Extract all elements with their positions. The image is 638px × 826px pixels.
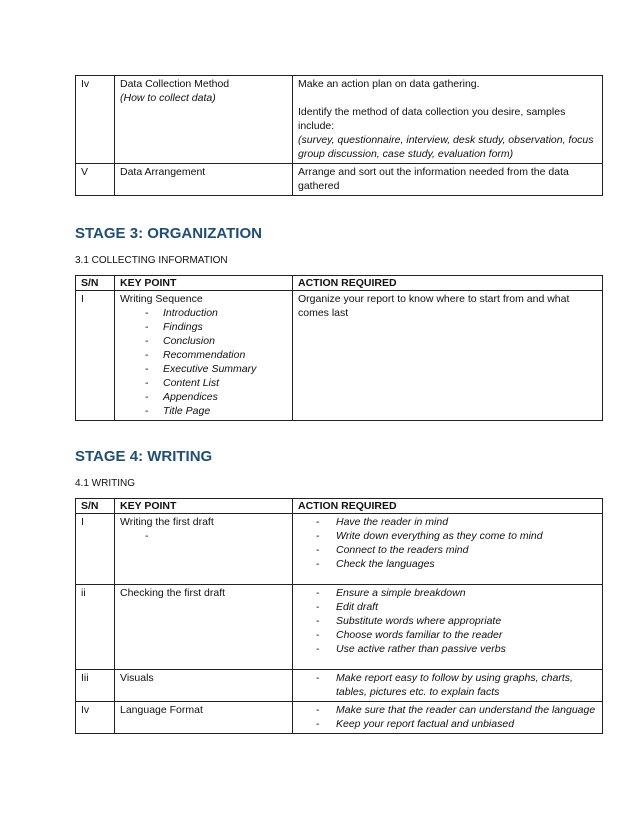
- header-sn: S/N: [76, 276, 115, 291]
- list-item: - Keep your report factual and unbiased: [316, 718, 515, 730]
- key-point-cell: Checking the first draft: [115, 585, 293, 670]
- stage4-subheading: 4.1 WRITING: [75, 478, 136, 489]
- sn-cell: I: [76, 514, 115, 585]
- writing-table: [75, 498, 603, 734]
- list-item: - Use active rather than passive verbs: [316, 643, 506, 655]
- list-item: - Edit draft: [316, 601, 379, 613]
- sn-cell: I: [76, 291, 115, 421]
- header-key-point: KEY POINT: [115, 499, 293, 514]
- list-item: - Make report easy to follow by using graphs, charts, tables, pictures etc. to explain facts: [316, 672, 573, 698]
- action-list: [298, 703, 597, 731]
- data-collection-table: [75, 75, 603, 196]
- table-row: [76, 702, 603, 734]
- action-cell: [293, 514, 603, 585]
- list-item: - Choose words familiar to the reader: [316, 629, 503, 641]
- table-row: [76, 164, 603, 196]
- sn-cell: Iv: [76, 702, 115, 734]
- action-cell: Arrange and sort out the information needed from the data gathered: [293, 164, 603, 196]
- document-page: [75, 75, 603, 734]
- key-point-cell: Data Arrangement: [115, 164, 293, 196]
- key-point-cell: Language Format: [115, 702, 293, 734]
- key-point-cell: [115, 76, 293, 164]
- collecting-information-table: [75, 275, 603, 421]
- action-text: Identify the method of data collection you desire, samples include:: [298, 106, 566, 132]
- action-examples: (survey, questionnaire, interview, desk study, observation, focus group discussion, case study, evaluation form): [298, 134, 594, 160]
- list-item: - Check the languages: [316, 558, 435, 570]
- stage3-subheading: 3.1 COLLECTING INFORMATION: [75, 255, 228, 266]
- stage4-heading: STAGE 4: WRITING: [75, 448, 213, 465]
- sn-cell: Iii: [76, 670, 115, 702]
- table-header-row: [76, 499, 603, 514]
- list-item: - Appendices: [145, 391, 218, 403]
- table-row: [76, 76, 603, 164]
- list-item: - Executive Summary: [145, 363, 257, 375]
- action-text: Make an action plan on data gathering.: [298, 78, 480, 90]
- action-list: [298, 586, 597, 656]
- list-item: - Introduction: [145, 307, 218, 319]
- list-item: - Substitute words where appropriate: [316, 615, 502, 627]
- action-cell: [293, 702, 603, 734]
- table-row: [76, 291, 603, 421]
- list-item: - Findings: [145, 321, 203, 333]
- header-sn: S/N: [76, 499, 115, 514]
- key-point-cell: Visuals: [115, 670, 293, 702]
- list-item: - Content List: [145, 377, 220, 389]
- list-item: - Recommendation: [145, 349, 246, 361]
- stage3-heading: STAGE 3: ORGANIZATION: [75, 225, 262, 242]
- list-item: - Title Page: [145, 405, 211, 417]
- action-list: [298, 671, 597, 699]
- action-cell: Organize your report to know where to start from and what comes last: [293, 291, 603, 421]
- list-item: - Have the reader in mind: [316, 516, 449, 528]
- action-cell: [293, 585, 603, 670]
- list-item: - Make sure that the reader can understand the language: [316, 704, 596, 716]
- sn-cell: ii: [76, 585, 115, 670]
- table-row: [76, 585, 603, 670]
- action-cell: [293, 76, 603, 164]
- key-point-text: Writing the first draft: [120, 516, 214, 528]
- action-list: [298, 515, 597, 571]
- table-row: [76, 514, 603, 585]
- list-item: - Ensure a simple breakdown: [316, 587, 466, 599]
- key-point-cell: [115, 514, 293, 585]
- header-key-point: KEY POINT: [115, 276, 293, 291]
- header-action-required: ACTION REQUIRED: [293, 276, 603, 291]
- table-header-row: [76, 276, 603, 291]
- key-point-text: Data Collection Method: [120, 78, 230, 90]
- key-point-dash: -: [145, 530, 149, 542]
- key-point-text: Writing Sequence: [120, 293, 203, 305]
- list-item: - Connect to the readers mind: [316, 544, 469, 556]
- key-point-cell: [115, 291, 293, 421]
- list-item: - Conclusion: [145, 335, 215, 347]
- writing-sequence-list: [120, 306, 287, 418]
- key-point-subtext: (How to collect data): [120, 92, 216, 104]
- header-action-required: ACTION REQUIRED: [293, 499, 603, 514]
- sn-cell: Iv: [76, 76, 115, 164]
- action-cell: [293, 670, 603, 702]
- list-item: - Write down everything as they come to mind: [316, 530, 543, 542]
- sn-cell: V: [76, 164, 115, 196]
- table-row: [76, 670, 603, 702]
